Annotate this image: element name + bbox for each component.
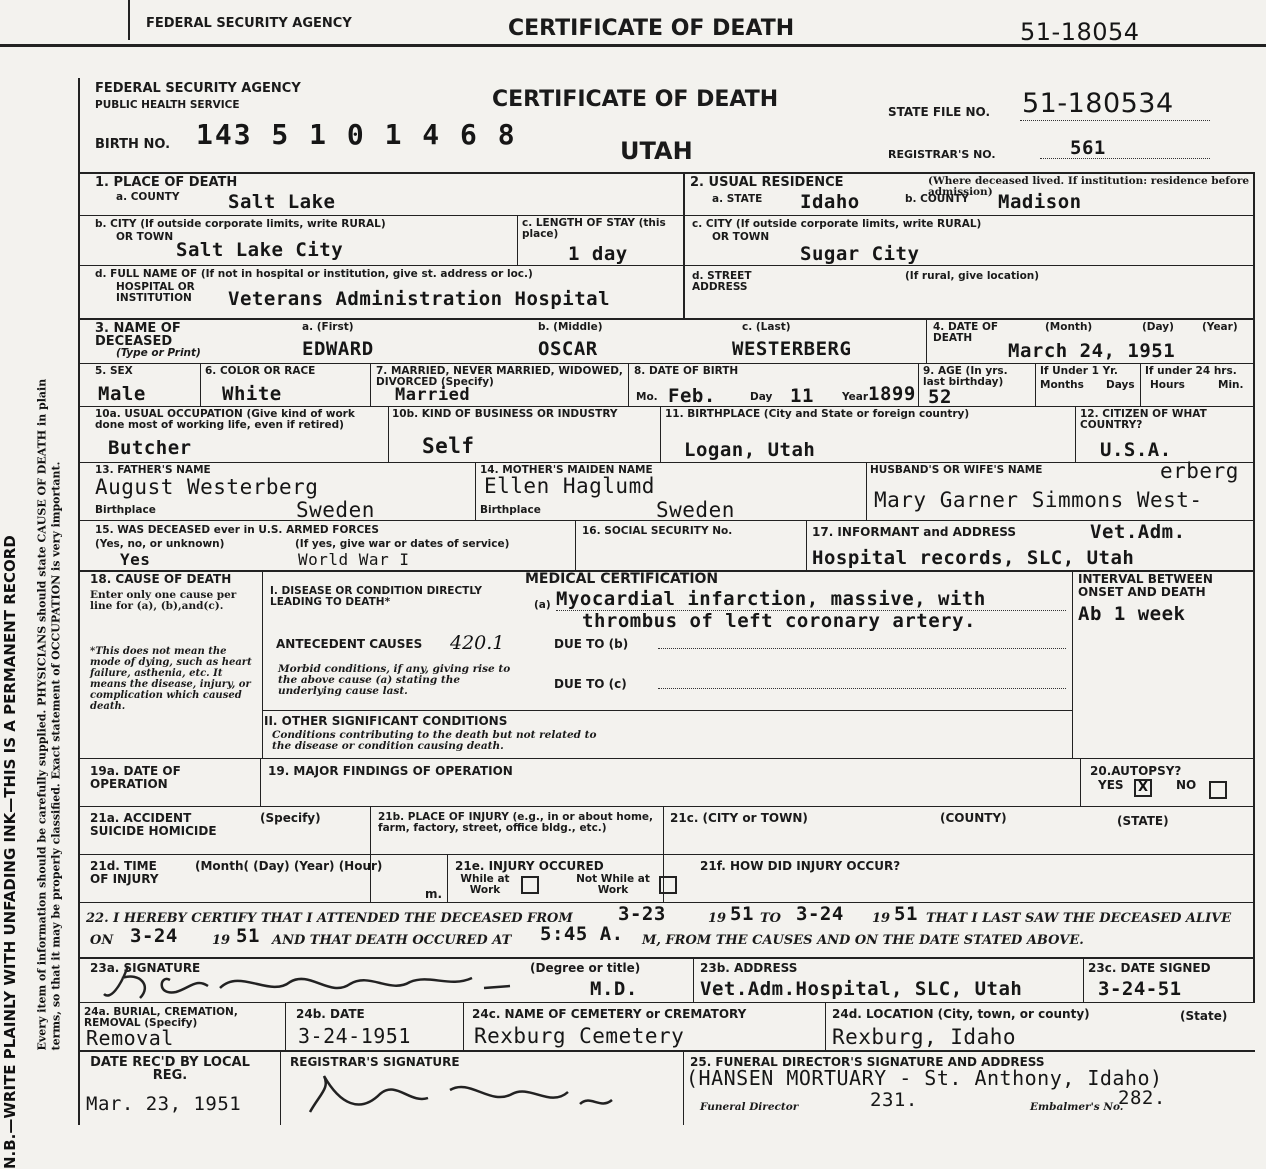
birth-no-label: BIRTH NO. [95, 137, 171, 152]
date-received: Mar. 23, 1951 [86, 1093, 242, 1115]
rule-v-interval [1072, 570, 1073, 758]
funeral-director-address: (HANSEN MORTUARY - St. Anthony, Idaho) [686, 1066, 1163, 1090]
degree-label: (Degree or title) [530, 961, 641, 975]
burial-date: 3-24-1951 [298, 1024, 411, 1048]
rule-v-ss [806, 520, 807, 570]
county-label: a. COUNTY [116, 191, 180, 203]
sex-value: Male [98, 383, 146, 405]
injury-how-label: 21f. HOW DID INJURY OCCUR? [700, 859, 901, 873]
father-label: 13. FATHER'S NAME [95, 464, 211, 476]
rule-v-under1 [1140, 363, 1141, 406]
rule-v-24a [285, 1002, 286, 1050]
spouse-label: HUSBAND'S OR WIFE'S NAME [870, 464, 1043, 476]
header-title: CERTIFICATE OF DEATH [492, 87, 779, 112]
place-of-death-label: 1. PLACE OF DEATH [95, 175, 238, 190]
hospital-sub-label: HOSPITAL OR INSTITUTION [116, 281, 195, 304]
color-label: 6. COLOR OR RACE [205, 365, 316, 377]
interval-value: Ab 1 week [1078, 603, 1186, 625]
res-city: Sugar City [800, 243, 920, 265]
rule-v-autopsy [1080, 758, 1081, 806]
mo-label: Mo. [636, 391, 658, 403]
birthplace-value: Logan, Utah [684, 439, 816, 461]
certify-line-1 [86, 912, 573, 925]
cause-a-line [556, 610, 1066, 611]
burial-type-label: 24a. BURIAL, CREMATION, REMOVAL (Specify) [84, 1006, 238, 1029]
birthplace-label: 11. BIRTHPLACE (City and State or foreign country) [665, 408, 970, 420]
due-b-line [658, 648, 1066, 649]
autopsy-yes-label: YES [1098, 778, 1124, 792]
certify-from: 3-23 [618, 903, 666, 925]
death-date-label: 4. DATE OF DEATH [933, 321, 999, 344]
age-value: 52 [928, 386, 952, 408]
war-value: World War I [298, 550, 410, 569]
top-agency: FEDERAL SECURITY AGENCY [146, 16, 352, 31]
header-agency: FEDERAL SECURITY AGENCY [95, 81, 301, 96]
birth-no: 143 5 1 0 1 4 6 8 [196, 118, 517, 151]
cause-a-cont: thrombus of left coronary artery. [582, 610, 976, 632]
rule-22 [80, 902, 1255, 903]
rule-v-birthplace [1075, 406, 1076, 462]
findings-label: 19. MAJOR FINDINGS OF OPERATION [268, 764, 513, 778]
deceased-label: 3. NAME OF DECEASED [95, 321, 181, 349]
citizen-label: 12. CITIZEN OF WHAT COUNTRY? [1080, 408, 1207, 431]
cause-a: Myocardial infarction, massive, with [556, 588, 986, 610]
rule-v-21d [447, 854, 448, 902]
rule-v-op [260, 758, 261, 806]
married-label: 7. MARRIED, NEVER MARRIED, WIDOWED, DIVORCED (Specify) [376, 365, 623, 388]
birth-month: Feb. [668, 385, 716, 407]
type-print-note: (Type or Print) [116, 347, 201, 359]
certify-19-b: 19 [872, 911, 891, 926]
rule-top [80, 172, 1255, 174]
cemetery-name: Rexburg Cemetery [474, 1024, 685, 1048]
rule-25 [80, 1050, 1255, 1052]
other-conditions-note: Conditions contributing to the death but not related to the disease or condition causing death. [272, 729, 597, 752]
accident-specify: (Specify) [260, 811, 321, 825]
registrar-signature [300, 1064, 620, 1120]
rule-v-1-2 [683, 172, 685, 318]
side-instruction-1: Every item of information should be carefully supplied. PHYSICIANS should state CAUSE OF DEATH in plain [35, 378, 49, 1051]
min-label: Min. [1218, 379, 1244, 391]
signature-label: 23a. SIGNATURE [90, 961, 201, 975]
rule-v-occ [388, 406, 389, 462]
certify-from-year: 51 [730, 903, 754, 925]
first-label: a. (First) [302, 321, 354, 333]
death-city: Salt Lake City [176, 239, 344, 261]
rule-v-rec [280, 1050, 281, 1125]
res-state-label: a. STATE [712, 193, 763, 205]
form-left-border [78, 78, 80, 1125]
state-file-no: 51-180534 [1022, 88, 1174, 119]
last-label: c. (Last) [742, 321, 791, 333]
color-value: White [222, 383, 282, 405]
top-strip-divider [128, 0, 130, 40]
rule-v-business [660, 406, 661, 462]
top-file-no: 51-18054 [1020, 18, 1140, 46]
under1-label: If Under 1 Yr. [1040, 365, 1118, 377]
injury-time-cols: (Month( (Day) (Year) (Hour) [195, 859, 383, 873]
age-label: 9. AGE (In yrs. last birthday) [923, 365, 1008, 388]
residence-note: (Where deceased lived. If institution: residence before admission) [928, 175, 1250, 198]
cause-note: Enter only one cause per line for (a), (b),and(c). [90, 589, 237, 612]
not-work-checkbox[interactable] [659, 876, 677, 894]
stay-value: 1 day [568, 243, 628, 265]
hospital-name: Veterans Administration Hospital [228, 288, 611, 310]
injury-time-label: 21d. TIME OF INJURY [90, 859, 159, 886]
interval-label: INTERVAL BETWEEN ONSET AND DEATH [1078, 572, 1213, 599]
rule-1a [80, 215, 1255, 216]
injury-city-label: 21c. (CITY or TOWN) [670, 811, 808, 825]
armed-value: Yes [120, 550, 151, 569]
date-signed-label: 23c. DATE SIGNED [1088, 961, 1211, 975]
embalmer-no: 282. [1118, 1087, 1166, 1109]
mother-label: 14. MOTHER'S MAIDEN NAME [480, 464, 653, 476]
director-no: 231. [870, 1089, 918, 1111]
birth-day: 11 [790, 385, 814, 407]
certify-text-2b: M, FROM THE CAUSES AND ON THE DATE STATED ABOVE. [642, 933, 1084, 948]
business-value: Self [422, 434, 475, 458]
certify-text-1b: THAT I LAST SAW THE DECEASED ALIVE [926, 911, 1232, 926]
rule-v-father [475, 462, 476, 520]
autopsy-no-checkbox[interactable] [1209, 781, 1227, 799]
burial-location-label: 24d. LOCATION (City, town, or county) [832, 1007, 1090, 1021]
last-name: WESTERBERG [732, 338, 852, 360]
cause-code: 420.1 [450, 632, 505, 654]
certify-death-at: AND THAT DEATH OCCURED AT [272, 933, 512, 948]
op-date-label: 19a. DATE OF OPERATION [90, 764, 181, 791]
armed-sub: (Yes, no, or unknown) [95, 538, 225, 550]
mother-birthplace-label: Birthplace [480, 504, 541, 516]
rule-21 [80, 806, 1255, 807]
registrar-sig-label: REGISTRAR'S SIGNATURE [290, 1055, 460, 1069]
residence-label: 2. USUAL RESIDENCE [690, 175, 844, 190]
rule-v-cause [262, 570, 263, 758]
injury-time-m: m. [425, 887, 443, 901]
certify-time: 5:45 A. [540, 923, 624, 945]
medical-heading: MEDICAL CERTIFICATION [525, 571, 719, 587]
birth-day-label: Day [750, 391, 773, 403]
hours-label: Hours [1150, 379, 1185, 391]
sex-label: 5. SEX [95, 365, 133, 377]
rule-v-mother [866, 462, 867, 520]
state-name: UTAH [620, 137, 693, 165]
date-signed: 3-24-51 [1098, 978, 1182, 1000]
burial-type: Removal [86, 1026, 174, 1050]
autopsy-no-label: NO [1176, 778, 1197, 792]
not-work-label: Not While at Work [576, 873, 650, 896]
days-label: Days [1106, 379, 1135, 391]
injury-county-label: (COUNTY) [940, 811, 1007, 825]
middle-name: OSCAR [538, 338, 598, 360]
death-county: Salt Lake [228, 191, 336, 213]
res-county-label: b. COUNTY [905, 193, 969, 205]
rule-v-date [926, 318, 927, 363]
form-right-border [1253, 172, 1255, 1002]
certify-on-label: ON [90, 933, 114, 948]
accident-type-label: 21a. ACCIDENT SUICIDE HOMICIDE [90, 811, 217, 838]
occupation-label: 10a. USUAL OCCUPATION (Give kind of work done most of working life, even if retired) [95, 408, 355, 431]
social-security-label: 16. SOCIAL SECURITY No. [582, 525, 733, 537]
father-name: August Westerberg [95, 475, 319, 499]
informant-value: Vet.Adm. [1090, 521, 1186, 543]
rule-3 [80, 318, 1255, 320]
while-work-label: While at Work [460, 873, 510, 896]
rule-v-stay [517, 215, 518, 265]
citizen-value: U.S.A. [1100, 439, 1172, 461]
month-label: (Month) [1045, 321, 1093, 333]
physician-signature [100, 958, 520, 1004]
rule-v-age [1035, 363, 1036, 406]
rule-v-color [370, 363, 371, 406]
side-nb-text: N.B.—WRITE PLAINLY WITH UNFADING INK—THIS IS A PERMANENT RECORD [1, 535, 19, 1169]
burial-state-label: (State) [1180, 1009, 1228, 1023]
due-to-b: DUE TO (b) [554, 637, 629, 651]
res-street-note: (If rural, give location) [905, 270, 1040, 282]
injury-state-label: (STATE) [1117, 814, 1169, 828]
state-file-label: STATE FILE NO. [888, 105, 991, 119]
certify-to-year: 51 [894, 903, 918, 925]
informant-label: 17. INFORMANT and ADDRESS [812, 525, 1017, 539]
autopsy-label: 20.AUTOPSY? [1090, 764, 1182, 778]
death-date: March 24, 1951 [1008, 340, 1176, 362]
rule-13 [80, 462, 1255, 463]
certify-on-year: 51 [236, 925, 260, 947]
header-service: PUBLIC HEALTH SERVICE [95, 99, 240, 111]
rule-other [262, 710, 1072, 711]
rule-1b [80, 265, 1255, 266]
res-state: Idaho [800, 191, 860, 213]
rule-v-24b [463, 1002, 464, 1050]
burial-date-label: 24b. DATE [296, 1007, 365, 1021]
sig-address: Vet.Adm.Hospital, SLC, Utah [700, 978, 1023, 1000]
embalmer-label: Embalmer's No. [1030, 1101, 1124, 1113]
middle-label: b. (Middle) [538, 321, 603, 333]
registrar-line [1040, 158, 1210, 159]
state-file-line [1020, 120, 1210, 121]
cause-a-label: (a) [534, 599, 551, 611]
mother-birthplace: Sweden [656, 498, 735, 522]
antecedent-label: ANTECEDENT CAUSES [276, 637, 423, 651]
registrar-no: 561 [1070, 137, 1106, 159]
funeral-director-label: 25. FUNERAL DIRECTOR'S SIGNATURE AND ADDRESS [690, 1055, 1045, 1069]
rule-v-reg [683, 1050, 684, 1125]
day-label: (Day) [1142, 321, 1174, 333]
certify-19-c: 19 [212, 933, 231, 948]
stay-label: c. LENGTH OF STAY (this place) [522, 217, 666, 240]
cause-disclaimer: *This does not mean the mode of dying, such as heart failure, asthenia, etc. It means the disease, injury, or complication which caused death. [90, 646, 252, 712]
informant-address: Hospital records, SLC, Utah [812, 547, 1135, 569]
certify-19-a: 19 [708, 911, 727, 926]
injury-place-label: 21b. PLACE OF INJURY (e.g., in or about home, farm, factory, street, office bldg., etc.) [378, 811, 654, 834]
birth-year-label: Year [842, 391, 869, 403]
burial-location: Rexburg, Idaho [832, 1025, 1017, 1049]
rule-19 [80, 758, 1255, 759]
father-birthplace: Sweden [296, 498, 375, 522]
birth-year: 1899 [868, 383, 916, 405]
res-county: Madison [998, 191, 1082, 213]
res-city-label: c. CITY (If outside corporate limits, write RURAL) [692, 218, 982, 230]
city-label: b. CITY (If outside corporate limits, write RURAL) [95, 218, 386, 230]
or-town-label: OR TOWN [116, 231, 174, 243]
first-name: EDWARD [302, 338, 374, 360]
spouse-name-cont: erberg [1160, 459, 1239, 483]
morbid-note: Morbid conditions, if any, giving rise to the above cause (a) stating the underlying cause last. [278, 663, 511, 697]
due-c-line [658, 688, 1066, 689]
year-label: (Year) [1202, 321, 1238, 333]
rule-5 [80, 363, 1255, 364]
occupation-value: Butcher [108, 437, 192, 459]
funeral-director-sub: Funeral Director [700, 1101, 799, 1113]
registrar-no-label: REGISTRAR'S NO. [888, 148, 996, 161]
while-work-checkbox[interactable] [521, 876, 539, 894]
due-to-c: DUE TO (c) [554, 677, 627, 691]
rule-v-23a [693, 957, 694, 1002]
date-received-label: DATE REC'D BY LOCAL REG. [90, 1055, 250, 1083]
top-title: CERTIFICATE OF DEATH [508, 16, 795, 41]
rule-v-23b [1083, 957, 1084, 1002]
disease-label: I. DISEASE OR CONDITION DIRECTLY LEADING TO DEATH* [270, 585, 482, 608]
res-street-label: d. STREET ADDRESS [692, 270, 752, 293]
months-label: Months [1040, 379, 1084, 391]
business-label: 10b. KIND OF BUSINESS OR INDUSTRY [392, 408, 618, 420]
married-value: Married [395, 385, 471, 405]
rule-v-birth [918, 363, 919, 406]
mother-name: Ellen Haglumd [484, 474, 655, 498]
certify-on: 3-24 [130, 925, 178, 947]
rule-v-24c [825, 1002, 826, 1050]
res-or-town-label: OR TOWN [712, 231, 770, 243]
war-sub: (If yes, give war or dates of service) [295, 538, 510, 550]
side-instruction-2: terms, so that it may be properly classified. Exact statement of OCCUPATION is very important. [49, 461, 63, 1051]
birth-date-label: 8. DATE OF BIRTH [634, 365, 739, 377]
armed-label: 15. WAS DECEASED ever in U.S. ARMED FORCES [95, 524, 379, 536]
rule-v-sex [200, 363, 201, 406]
other-conditions-label: II. OTHER SIGNIFICANT CONDITIONS [264, 714, 508, 728]
certify-text-1: 22. I HEREBY CERTIFY THAT I ATTENDED THE DECEASED FROM [86, 911, 573, 926]
rule-v-married [628, 363, 629, 406]
degree-value: M.D. [590, 978, 638, 1000]
spouse-name: Mary Garner Simmons West- [874, 488, 1203, 512]
rule-v-armed [575, 520, 576, 570]
rule-21d [80, 854, 1255, 855]
cemetery-label: 24c. NAME OF CEMETERY or CREMATORY [472, 1007, 747, 1021]
injury-occured-label: 21e. INJURY OCCURED [455, 859, 604, 873]
hospital-label: d. FULL NAME OF (If not in hospital or institution, give st. address or loc.) [95, 268, 533, 280]
certify-to-label: TO [760, 911, 781, 926]
under24-label: If under 24 hrs. [1145, 365, 1237, 377]
autopsy-yes-checkbox[interactable]: X [1134, 779, 1152, 797]
certify-to: 3-24 [796, 903, 844, 925]
sig-address-label: 23b. ADDRESS [700, 961, 798, 975]
cause-label: 18. CAUSE OF DEATH [90, 572, 232, 586]
father-birthplace-label: Birthplace [95, 504, 156, 516]
